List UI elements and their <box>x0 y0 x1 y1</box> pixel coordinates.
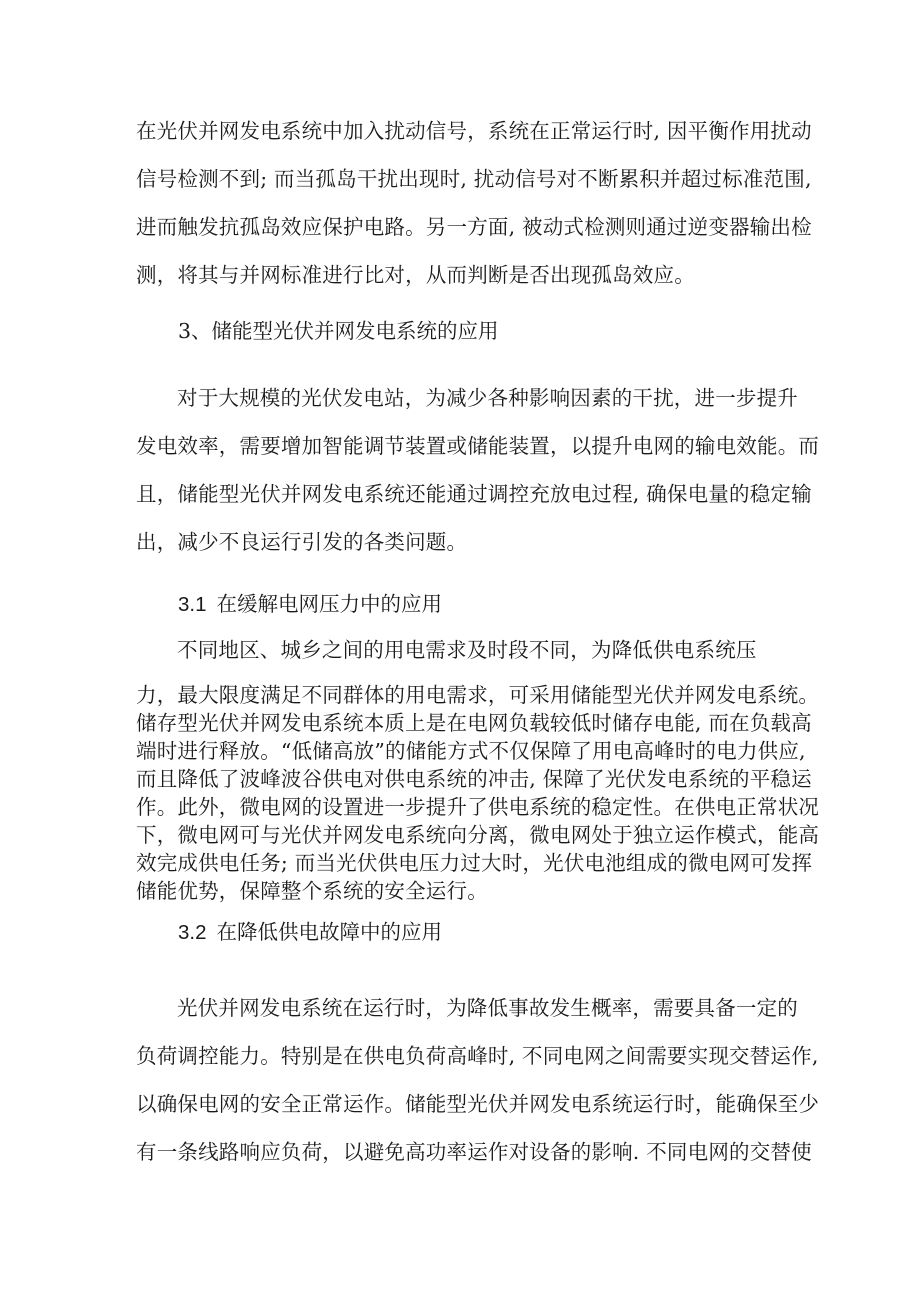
text-line: 下，微电网可与光伏并网发电系统向分离，微电网处于独立运作模式，能高 <box>136 823 820 847</box>
text-line: 且，储能型光伏并网发电系统还能通过调控充放电过程, 确保电量的稳定输 <box>136 482 812 506</box>
text-line: 在光伏并网发电系统中加入扰动信号，系统在正常运行时, 因平衡作用扰动 <box>136 119 812 143</box>
text-line: 作。此外，微电网的设置进一步提升了供电系统的稳定性。在供电正常状况 <box>136 795 820 819</box>
section-heading-3-2 <box>178 917 442 948</box>
text-line: 对于大规模的光伏发电站，为减少各种影响因素的干扰，进一步提升 <box>177 386 798 410</box>
text-line: 有一条线路响应负荷，以避免高功率运作对设备的影响. 不同电网的交替使 <box>136 1140 812 1164</box>
text-line: 不同地区、城乡之间的用电需求及时段不同，为降低供电系统压 <box>177 638 757 662</box>
section-heading-3-1 <box>178 589 442 620</box>
section-number: 3.2 <box>178 921 207 944</box>
section-number: 3.1 <box>178 593 207 616</box>
paragraph-fault-reduction <box>136 984 820 1176</box>
section-title: 在降低供电故障中的应用 <box>216 920 442 944</box>
section-title: 在缓解电网压力中的应用 <box>216 592 442 616</box>
paragraph-storage-intro <box>136 374 820 566</box>
text-line: 出，减少不良运行引发的各类问题。 <box>136 530 468 554</box>
paragraph-first-line <box>177 635 757 665</box>
text-line: 测，将其与并网标准进行比对，从而判断是否出现孤岛效应。 <box>136 263 695 287</box>
text-line: 储能优势，保障整个系统的安全运行。 <box>136 879 488 903</box>
text-line: 光伏并网发电系统在运行时，为降低事故发生概率，需要具备一定的 <box>177 996 798 1020</box>
text-line: 力，最大限度满足不同群体的用电需求，可采用储能型光伏并网发电系统。 <box>136 683 820 707</box>
section-heading-3: 3、储能型光伏并网发电系统的应用 <box>178 319 499 343</box>
text-line: 负荷调控能力。特别是在供电负荷高峰时, 不同电网之间需要实现交替运作, <box>136 1044 819 1068</box>
text-line: 发电效率，需要增加智能调节装置或储能装置，以提升电网的输电效能。而 <box>136 434 820 458</box>
text-line: 以确保电网的安全正常运作。储能型光伏并网发电系统运行时，能确保至少 <box>136 1092 820 1116</box>
text-line: 进而触发抗孤岛效应保护电路。另一方面, 被动式检测则通过逆变器输出检 <box>136 215 812 239</box>
text-line: 而且降低了波峰波谷供电对供电系统的冲击, 保障了光伏发电系统的平稳运 <box>136 767 812 791</box>
text-line: 效完成供电任务; 而当光伏供电压力过大时，光伏电池组成的微电网可发挥 <box>136 851 813 875</box>
text-line: 储存型光伏并网发电系统本质上是在电网负载较低时储存电能, 而在负载高 <box>136 711 812 735</box>
paragraph-grid-pressure <box>136 681 820 905</box>
text-line: 端时进行释放。“低储高放”的储能方式不仅保障了用电高峰时的电力供应, <box>136 739 806 763</box>
text-line: 信号检测不到; 而当孤岛干扰出现时, 扰动信号对不断累积并超过标准范围, <box>136 167 812 191</box>
paragraph-islanding-detection <box>136 107 812 299</box>
